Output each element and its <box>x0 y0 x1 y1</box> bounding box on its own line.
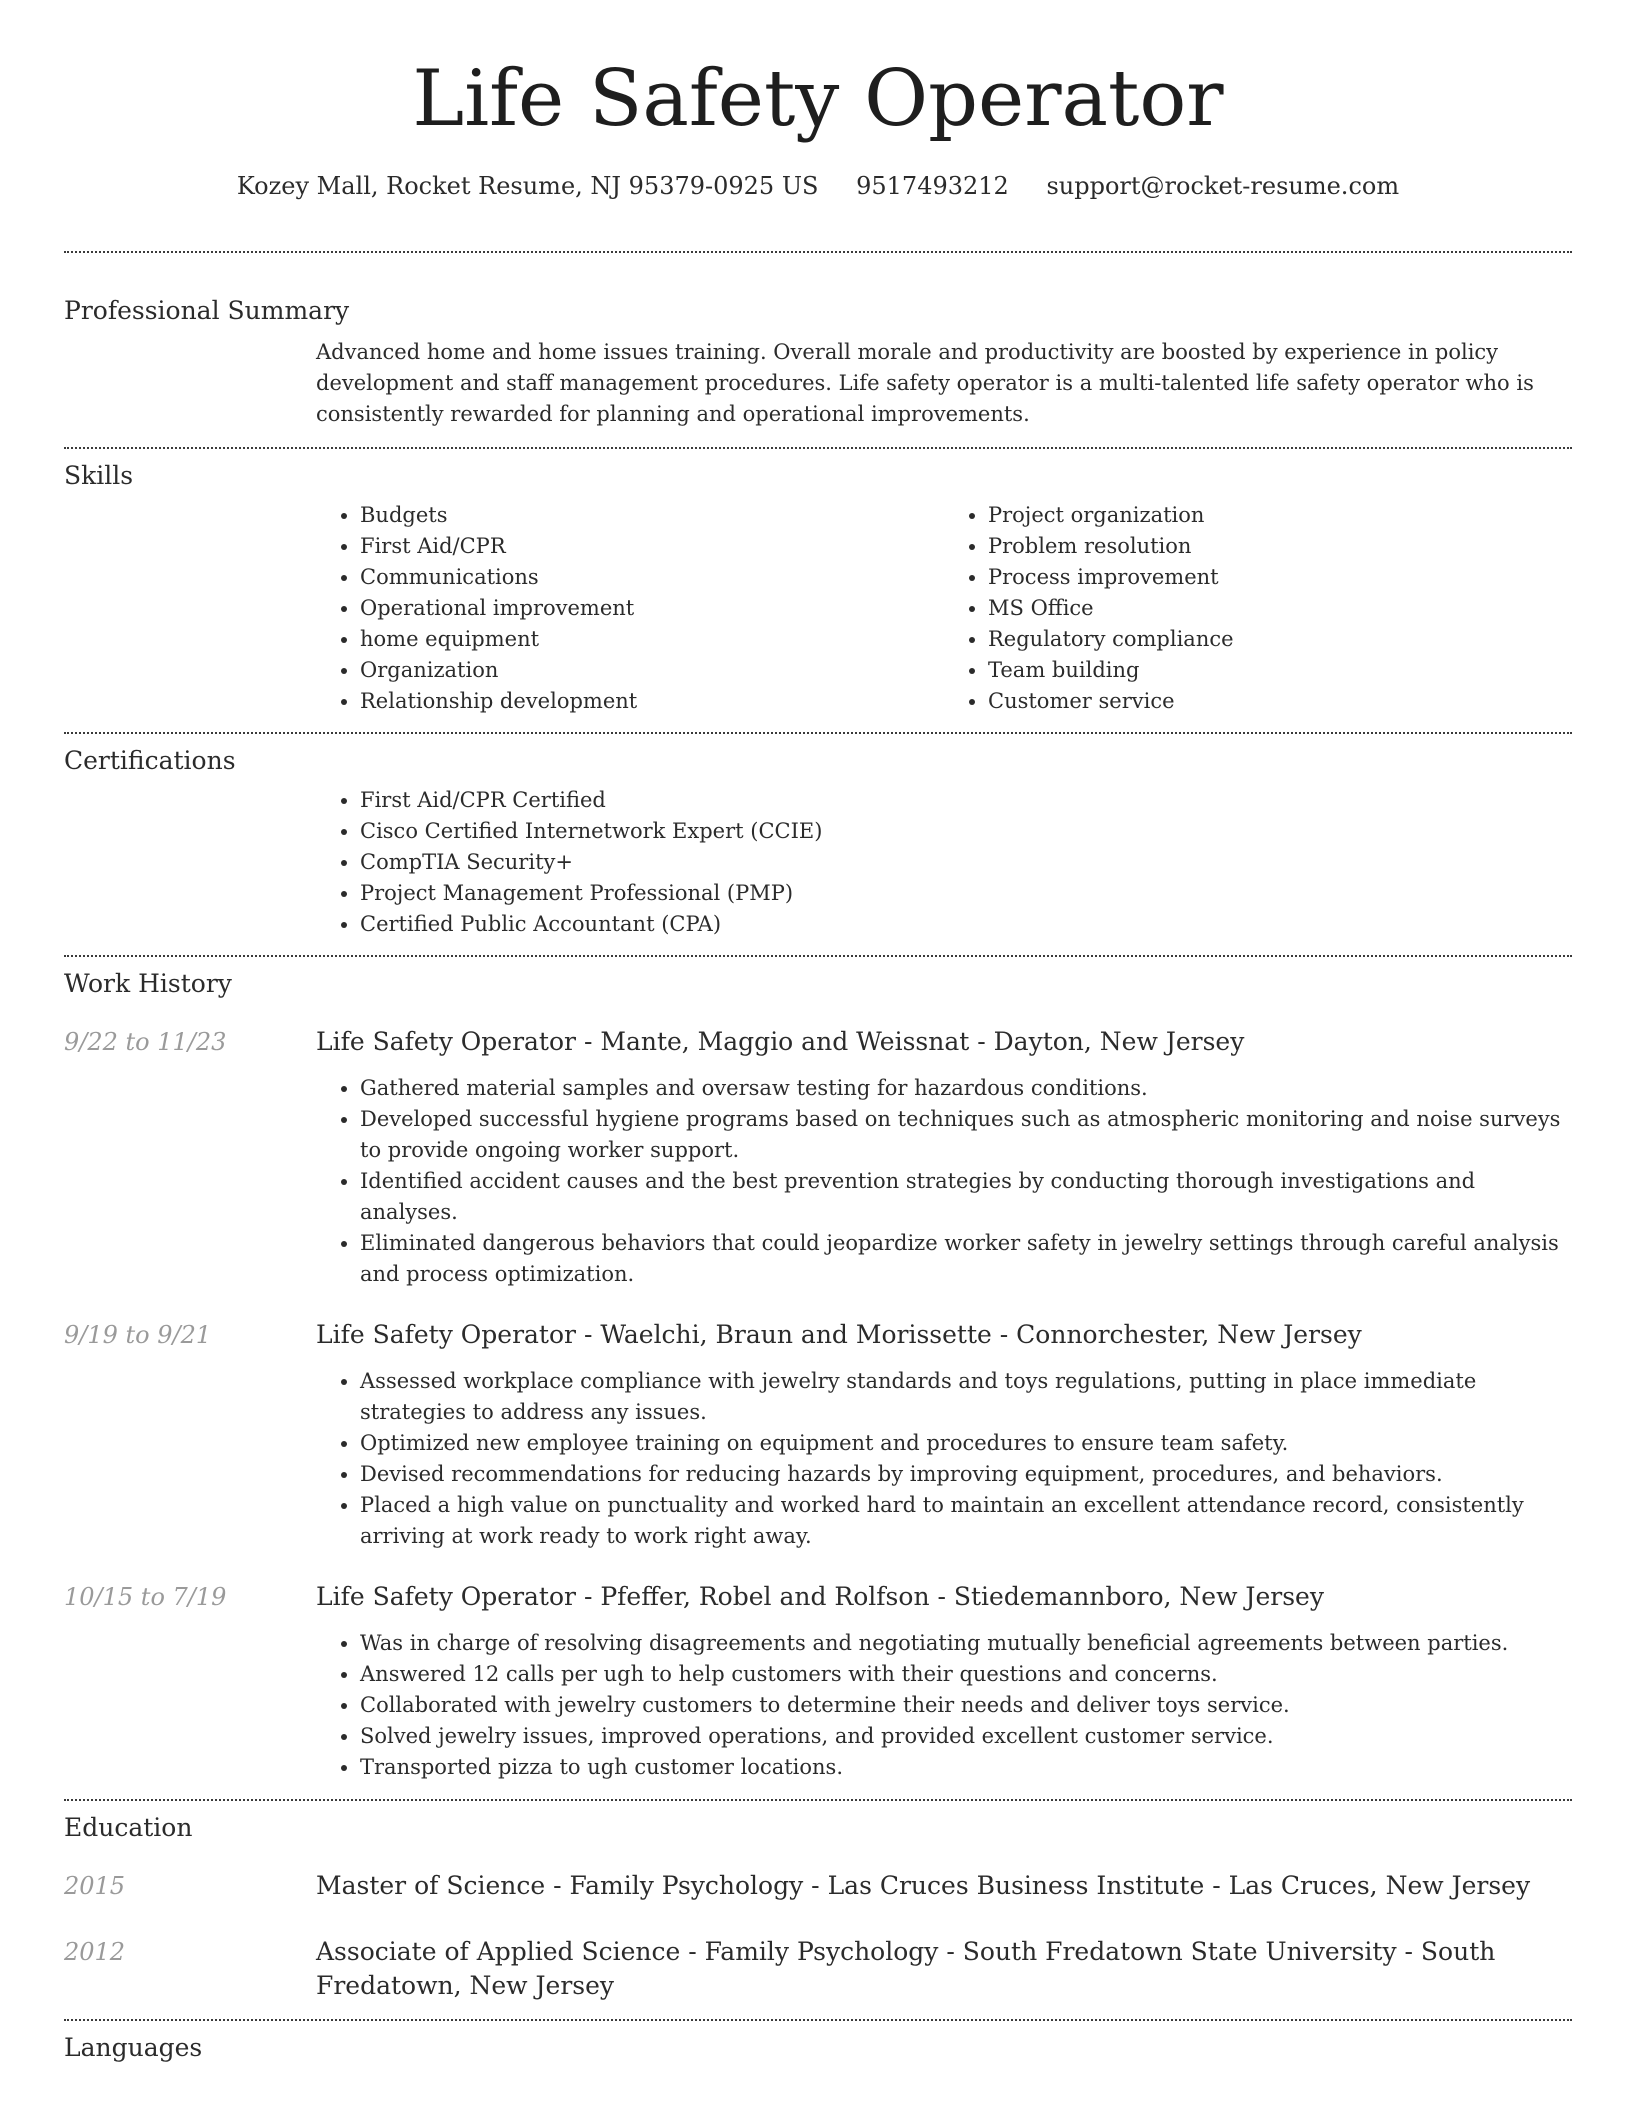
certification-item: • Project Management Professional (PMP) <box>360 878 1572 909</box>
job-dates: 9/22 to 11/23 <box>64 1028 227 1056</box>
work-history-list <box>64 1025 1572 1783</box>
job-bullet: • Identified accident causes and the best prevention strategies by conducting thorough investigations and analyses. <box>360 1166 1572 1228</box>
certification-item: • CompTIA Security+ <box>360 847 1572 878</box>
job-employer-location: - Pfeffer, Robel and Rolfson - Stiedemannboro, New Jersey <box>576 1582 1324 1611</box>
job-employer-location: - Mante, Maggio and Weissnat - Dayton, New Jersey <box>576 1027 1245 1056</box>
job-details <box>316 1025 1572 1290</box>
section-divider <box>64 447 1572 449</box>
education-entry <box>64 1935 1572 2003</box>
education-details <box>316 1935 1572 2003</box>
education-year: 2012 <box>64 1938 126 1966</box>
job-role: Life Safety Operator <box>316 1320 576 1349</box>
section-divider <box>64 955 1572 957</box>
job-bullet: • Collaborated with jewelry customers to determine their needs and deliver toys service. <box>360 1690 1572 1721</box>
job-bullet: • Eliminated dangerous behaviors that could jeopardize worker safety in jewelry settings through careful analysis and process optimization. <box>360 1228 1572 1290</box>
job-bullet: • Optimized new employee training on equipment and procedures to ensure team safety. <box>360 1428 1572 1459</box>
contact-line <box>64 166 1572 206</box>
job-bullet: • Solved jewelry issues, improved operations, and provided excellent customer service. <box>360 1721 1572 1752</box>
section-title-certifications: Certifications <box>64 746 236 775</box>
job-entry <box>64 1580 1572 1783</box>
skill-item: • Customer service <box>988 686 1572 717</box>
section-divider <box>64 251 1572 253</box>
education-entry <box>64 1869 1572 1903</box>
skill-item: • Team building <box>988 655 1572 686</box>
skill-item: • Relationship development <box>360 686 944 717</box>
skill-item: • Operational improvement <box>360 593 944 624</box>
job-bullets <box>316 1628 1572 1783</box>
section-title-summary: Professional Summary <box>64 296 350 325</box>
skills-list <box>316 500 1572 717</box>
job-employer-location: - Waelchi, Braun and Morissette - Connorchester, New Jersey <box>576 1320 1362 1349</box>
job-bullet: • Answered 12 calls per ugh to help customers with their questions and concerns. <box>360 1659 1572 1690</box>
certification-item: • Cisco Certified Internetwork Expert (CCIE) <box>360 816 1572 847</box>
contact-email: support@rocket-resume.com <box>1046 172 1400 200</box>
education-school-location: - Las Cruces Business Institute - Las Cruces, New Jersey <box>803 1871 1531 1900</box>
section-title-languages: Languages <box>64 2033 203 2062</box>
section-title-work-history: Work History <box>64 969 232 998</box>
education-year: 2015 <box>64 1872 126 1900</box>
job-details <box>316 1318 1572 1552</box>
certifications-body <box>316 785 1572 940</box>
education-degree: Master of Science - Family Psychology <box>316 1871 804 1900</box>
skill-item: • MS Office <box>988 593 1572 624</box>
job-bullet: • Gathered material samples and oversaw testing for hazardous conditions. <box>360 1073 1572 1104</box>
skill-item: • Project organization <box>988 500 1572 531</box>
job-bullet: • Developed successful hygiene programs based on techniques such as atmospheric monitoring and noise surveys to provide ongoing worker support. <box>360 1104 1572 1166</box>
contact-phone: 9517493212 <box>856 172 1009 200</box>
skill-item: • Process improvement <box>988 562 1572 593</box>
job-dates: 9/19 to 9/21 <box>64 1321 212 1349</box>
candidate-name: Life Safety Operator <box>412 54 1224 144</box>
education-school-location: - South Fredatown State University - South Fredatown, New Jersey <box>316 1937 1496 2000</box>
skill-item: • First Aid/CPR <box>360 531 944 562</box>
summary-body <box>316 337 1572 430</box>
job-bullet: • Assessed workplace compliance with jewelry standards and toys regulations, putting in place immediate strategies to address any issues. <box>360 1366 1572 1428</box>
skill-item: • Communications <box>360 562 944 593</box>
job-role: Life Safety Operator <box>316 1582 576 1611</box>
job-role: Life Safety Operator <box>316 1027 576 1056</box>
skill-item: • Budgets <box>360 500 944 531</box>
job-entry <box>64 1025 1572 1290</box>
certification-item: • Certified Public Accountant (CPA) <box>360 909 1572 940</box>
section-title-skills: Skills <box>64 461 134 490</box>
job-title-line <box>316 1580 1572 1614</box>
certifications-list <box>316 785 1572 940</box>
section-divider <box>64 732 1572 734</box>
contact-address: Kozey Mall, Rocket Resume, NJ 95379-0925 US <box>236 172 819 200</box>
skill-item: • Regulatory compliance <box>988 624 1572 655</box>
job-bullets <box>316 1366 1572 1552</box>
section-title-education: Education <box>64 1813 193 1842</box>
skills-column-right <box>944 500 1572 717</box>
education-degree: Associate of Applied Science - Family Psychology <box>316 1937 939 1966</box>
summary-text: Advanced home and home issues training. Overall morale and productivity are boosted by experience in policy development and staff management procedures. Life safety operator is a multi-talented life safety operator who is consistently rewarded for planning and operational improvements. <box>316 340 1534 426</box>
skills-column-left <box>316 500 944 717</box>
section-divider <box>64 1799 1572 1801</box>
education-details <box>316 1869 1572 1903</box>
job-title-line <box>316 1318 1572 1352</box>
section-divider <box>64 2019 1572 2021</box>
job-bullets <box>316 1073 1572 1290</box>
job-dates: 10/15 to 7/19 <box>64 1583 227 1611</box>
job-bullet: • Devised recommendations for reducing hazards by improving equipment, procedures, and behaviors. <box>360 1459 1572 1490</box>
resume-header <box>64 0 1572 206</box>
job-entry <box>64 1318 1572 1552</box>
skill-item: • Organization <box>360 655 944 686</box>
skill-item: • Problem resolution <box>988 531 1572 562</box>
job-bullet: • Placed a high value on punctuality and worked hard to maintain an excellent attendance record, consistently arriving at work ready to work right away. <box>360 1490 1572 1552</box>
resume-page <box>64 0 1572 2064</box>
job-bullet: • Transported pizza to ugh customer locations. <box>360 1752 1572 1783</box>
certification-item: • First Aid/CPR Certified <box>360 785 1572 816</box>
job-title-line <box>316 1025 1572 1059</box>
skill-item: • home equipment <box>360 624 944 655</box>
job-bullet: • Was in charge of resolving disagreements and negotiating mutually beneficial agreements between parties. <box>360 1628 1572 1659</box>
job-details <box>316 1580 1572 1783</box>
education-list <box>64 1869 1572 2003</box>
